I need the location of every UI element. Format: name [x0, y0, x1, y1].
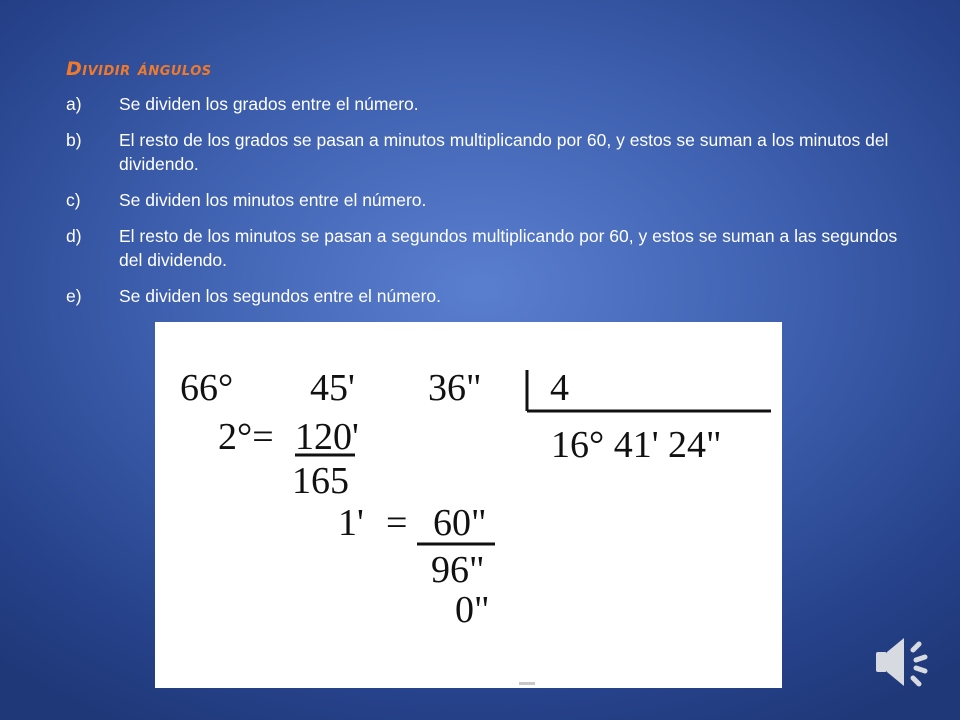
list-marker: c)	[66, 190, 81, 210]
quotient: 16° 41' 24"	[551, 424, 722, 466]
list-item	[66, 188, 916, 212]
speaker-icon[interactable]	[870, 630, 940, 694]
seconds-total: 96"	[431, 549, 485, 591]
list-item	[66, 224, 916, 272]
step-text: El resto de los grados se pasan a minutos multiplicando por 60, y estos se suman a los minutos del dividendo.	[119, 130, 889, 174]
list-item	[66, 128, 916, 176]
list-item	[66, 284, 916, 308]
remainder-minutes: 1'	[338, 502, 364, 544]
list-marker: e)	[66, 286, 82, 306]
list-item	[66, 92, 916, 116]
steps-list	[66, 92, 916, 320]
list-marker: d)	[66, 226, 82, 246]
step-text: El resto de los minutos se pasan a segundos multiplicando por 60, y estos se suman a las segundos del dividendo.	[119, 226, 898, 270]
division-example-image	[155, 322, 782, 688]
minutes-added: 120'	[295, 416, 359, 458]
minutes-total: 165	[292, 460, 349, 502]
dividend-degrees: 66°	[180, 367, 234, 409]
step-text: Se dividen los segundos entre el número.	[119, 286, 442, 306]
slide-title: Dividir ángulos	[66, 58, 212, 80]
seconds-equals: =	[386, 502, 408, 544]
divisor: 4	[550, 367, 569, 409]
step-text: Se dividen los minutos entre el número.	[119, 190, 427, 210]
step-text: Se dividen los grados entre el número.	[119, 94, 419, 114]
list-marker: a)	[66, 94, 82, 114]
dividend-seconds: 36"	[428, 367, 482, 409]
final-remainder: 0"	[455, 589, 490, 631]
seconds-added: 60"	[433, 502, 487, 544]
list-marker: b)	[66, 130, 82, 150]
image-speck	[519, 682, 535, 685]
dividend-minutes: 45'	[310, 367, 355, 409]
remainder-degrees: 2°=	[218, 416, 274, 458]
